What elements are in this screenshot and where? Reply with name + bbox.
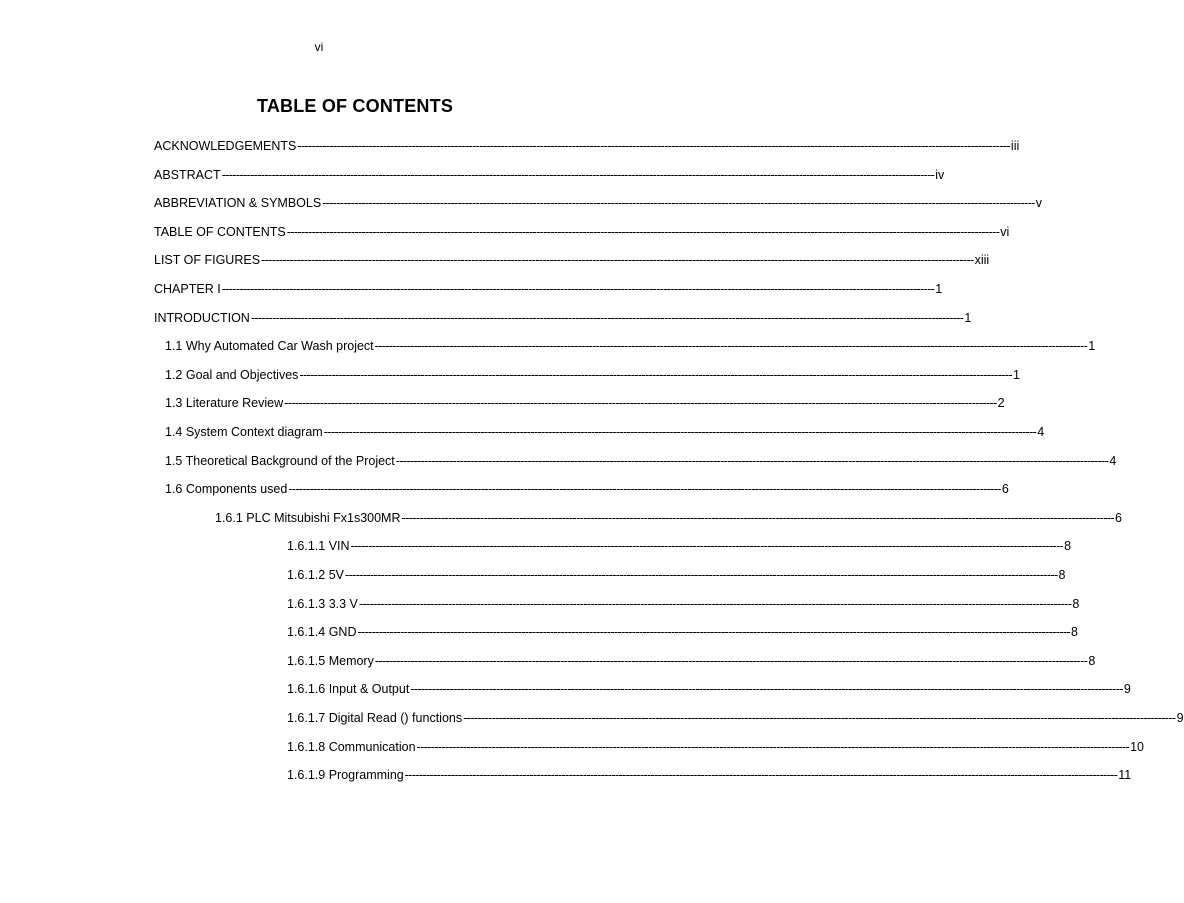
toc-entry-page: 8 <box>1071 625 1078 640</box>
toc-dash-leader: -------------------------------------------------------------------------------------------------------------------------------------------------------------------------------------------------------- <box>221 167 935 182</box>
toc-entry-page: iv <box>935 167 945 182</box>
toc-entry-label: INTRODUCTION <box>154 310 250 325</box>
toc-entry <box>165 338 1096 354</box>
toc-dash-leader: -------------------------------------------------------------------------------------------------------------------------------------------------------------------------------------------------------- <box>299 367 1012 382</box>
toc-entry-page: 6 <box>1115 510 1122 525</box>
toc-entry <box>165 424 1045 440</box>
toc-entry-page: 4 <box>1109 453 1117 468</box>
toc-dash-leader: -------------------------------------------------------------------------------------------------------------------------------------------------------------------------------------------------------- <box>323 425 1037 439</box>
toc-entry-label: ABBREVIATION & SYMBOLS <box>154 196 322 211</box>
toc-entry-label: 1.5 Theoretical Background of the Project <box>165 453 395 468</box>
toc-entry <box>165 453 1117 469</box>
toc-entry <box>287 538 1072 554</box>
toc-entry-page: vi <box>1000 224 1010 239</box>
toc-entry-label: 1.6.1.1 VIN <box>287 539 350 554</box>
toc-dash-leader: -------------------------------------------------------------------------------------------------------------------------------------------------------------------------------------------------------- <box>350 539 1064 554</box>
toc-entry <box>287 624 1078 640</box>
toc-entry <box>165 367 1020 383</box>
toc-entry-page: 8 <box>1064 539 1072 554</box>
toc-dash-leader: -------------------------------------------------------------------------------------------------------------------------------------------------------------------------------------------------------- <box>288 482 1001 497</box>
toc-entry-page: 6 <box>1001 482 1009 497</box>
toc-dash-leader: -------------------------------------------------------------------------------------------------------------------------------------------------------------------------------------------------------- <box>261 253 974 268</box>
toc-entry-label: 1.6.1.8 Communication <box>287 739 416 754</box>
toc-entry-label: 1.6.1.3 3.3 V <box>287 596 358 611</box>
toc-dash-leader: -------------------------------------------------------------------------------------------------------------------------------------------------------------------------------------------------------- <box>297 139 1010 153</box>
toc-entry-label: LIST OF FIGURES <box>154 253 261 268</box>
toc-entry <box>287 567 1066 583</box>
toc-entry <box>287 767 1132 783</box>
toc-dash-leader: -------------------------------------------------------------------------------------------------------------------------------------------------------------------------------------------------------- <box>463 711 1176 725</box>
toc-dash-leader: -------------------------------------------------------------------------------------------------------------------------------------------------------------------------------------------------------- <box>374 653 1088 668</box>
toc-dash-leader: -------------------------------------------------------------------------------------------------------------------------------------------------------------------------------------------------------- <box>284 396 997 411</box>
toc-dash-leader: -------------------------------------------------------------------------------------------------------------------------------------------------------------------------------------------------------- <box>286 224 1000 239</box>
toc-entry-page: 8 <box>1058 568 1066 582</box>
toc-entry-label: ACKNOWLEDGEMENTS <box>154 139 297 153</box>
toc-entry-label: TABLE OF CONTENTS <box>154 224 286 239</box>
toc-entry-label: 1.1 Why Automated Car Wash project <box>165 339 374 354</box>
toc-entry-label: 1.6.1.9 Programming <box>287 768 404 783</box>
toc-entry-page: 1 <box>1088 339 1096 354</box>
toc-entry-label: 1.2 Goal and Objectives <box>165 367 299 382</box>
toc-entry <box>154 224 1010 240</box>
toc-dash-leader: -------------------------------------------------------------------------------------------------------------------------------------------------------------------------------------------------------- <box>345 568 1058 582</box>
toc-entry-label: 1.6.1.4 GND <box>287 625 357 640</box>
toc-dash-leader: -------------------------------------------------------------------------------------------------------------------------------------------------------------------------------------------------------- <box>221 282 935 296</box>
toc-entry-label: 1.3 Literature Review <box>165 396 284 411</box>
toc-entry-label: 1.6 Components used <box>165 482 288 497</box>
toc-entry-label: 1.6.1.7 Digital Read () functions <box>287 711 463 725</box>
toc-entry <box>154 281 943 297</box>
page-number: vi <box>314 40 324 54</box>
toc-entry-page: v <box>1035 196 1042 211</box>
toc-dash-leader: -------------------------------------------------------------------------------------------------------------------------------------------------------------------------------------------------------- <box>357 625 1071 640</box>
toc-entry-page: 9 <box>1176 711 1184 725</box>
toc-entry-page: 9 <box>1123 682 1131 697</box>
toc-entry <box>287 681 1131 697</box>
toc-dash-leader: -------------------------------------------------------------------------------------------------------------------------------------------------------------------------------------------------------- <box>410 682 1123 697</box>
toc-entry <box>154 195 1042 211</box>
toc-entry-page: iii <box>1010 139 1020 153</box>
toc-entry <box>154 252 990 268</box>
toc-dash-leader: -------------------------------------------------------------------------------------------------------------------------------------------------------------------------------------------------------- <box>250 310 964 325</box>
toc-dash-leader: -------------------------------------------------------------------------------------------------------------------------------------------------------------------------------------------------------- <box>322 196 1035 211</box>
toc-dash-leader: -------------------------------------------------------------------------------------------------------------------------------------------------------------------------------------------------------- <box>395 453 1109 468</box>
toc-entry-page: xiii <box>974 253 990 268</box>
toc-entry-page: 1 <box>935 282 943 296</box>
toc-entry-page: 8 <box>1072 596 1080 611</box>
toc-entry-page: 4 <box>1037 425 1045 439</box>
toc-dash-leader: -------------------------------------------------------------------------------------------------------------------------------------------------------------------------------------------------------- <box>401 510 1115 525</box>
toc-entry-label: 1.4 System Context diagram <box>165 425 323 439</box>
toc-dash-leader: -------------------------------------------------------------------------------------------------------------------------------------------------------------------------------------------------------- <box>416 739 1130 754</box>
toc-entry <box>154 138 1020 154</box>
toc-entry <box>165 395 1005 411</box>
toc-entry <box>287 710 1184 726</box>
toc-entry-label: 1.6.1.6 Input & Output <box>287 682 410 697</box>
toc-entry-label: 1.6.1 PLC Mitsubishi Fx1s300MR <box>215 510 401 525</box>
toc-entry <box>287 739 1144 755</box>
toc-entry-page: 10 <box>1130 739 1144 754</box>
toc-entry <box>154 167 945 183</box>
toc-entry-page: 1 <box>964 310 972 325</box>
toc-dash-leader: -------------------------------------------------------------------------------------------------------------------------------------------------------------------------------------------------------- <box>374 339 1088 354</box>
toc-entry <box>154 310 972 326</box>
toc-entry <box>215 510 1122 526</box>
toc-entry-page: 11 <box>1118 768 1132 783</box>
toc-entry-label: 1.6.1.2 5V <box>287 568 344 582</box>
toc-entry <box>165 481 1009 497</box>
toc-entry-page: 1 <box>1012 367 1020 382</box>
toc-entry-label: 1.6.1.5 Memory <box>287 653 374 668</box>
toc-entry-label: ABSTRACT <box>154 167 221 182</box>
toc-dash-leader: -------------------------------------------------------------------------------------------------------------------------------------------------------------------------------------------------------- <box>358 596 1072 611</box>
page-title: TABLE OF CONTENTS <box>256 96 454 116</box>
toc-entry-label: CHAPTER I <box>154 282 221 296</box>
toc-entry <box>287 653 1096 669</box>
toc-entry-page: 8 <box>1088 653 1096 668</box>
toc-dash-leader: -------------------------------------------------------------------------------------------------------------------------------------------------------------------------------------------------------- <box>404 768 1118 783</box>
toc-entry <box>287 596 1080 612</box>
toc-entry-page: 2 <box>997 396 1005 411</box>
